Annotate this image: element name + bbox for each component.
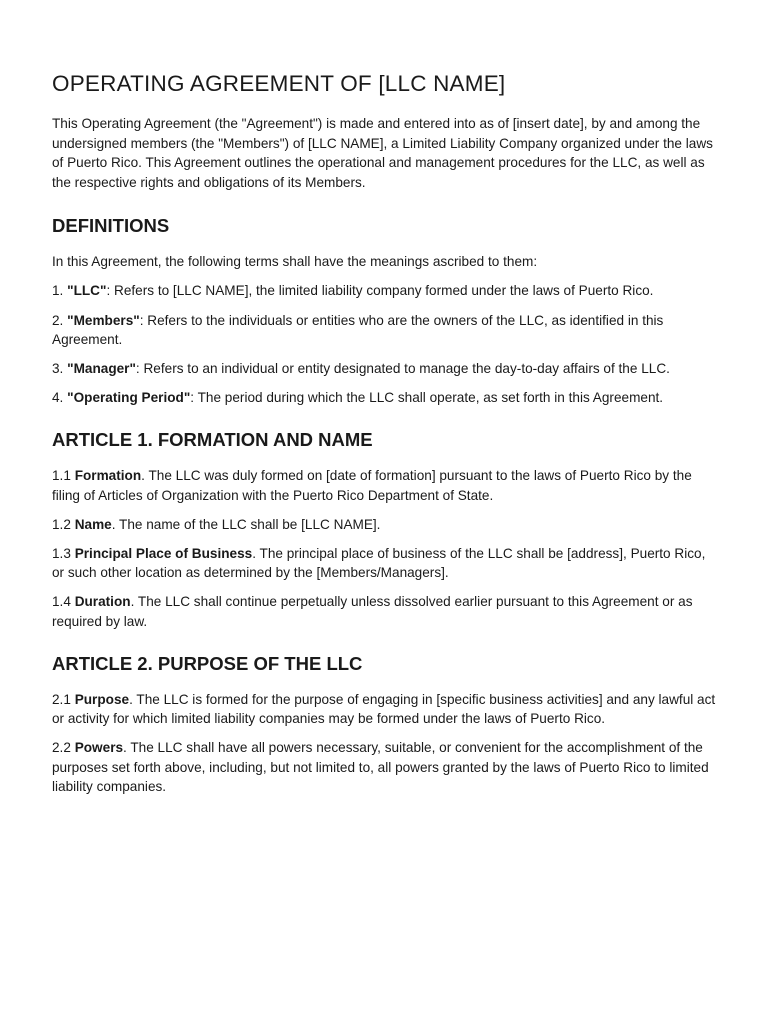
defined-term: "LLC"	[67, 283, 107, 299]
defined-term: "Manager"	[67, 361, 136, 377]
article-1-heading: ARTICLE 1. FORMATION AND NAME	[52, 428, 373, 450]
clause-item	[52, 738, 718, 797]
clause-text: . The LLC shall continue perpetually unless dissolved earlier pursuant to this Agreement or as required by law.	[52, 594, 693, 629]
article-2-heading: ARTICLE 2. PURPOSE OF THE LLC	[52, 652, 363, 674]
article-2-section	[52, 652, 718, 797]
clause-number: 1.1	[52, 467, 75, 483]
item-text: : The period during which the LLC shall operate, as set forth in this Agreement.	[190, 390, 664, 406]
clause-item	[52, 466, 718, 505]
definition-item	[52, 281, 718, 301]
clause-number: 1.2	[52, 516, 75, 532]
defined-term: "Members"	[67, 312, 140, 328]
clause-item	[52, 592, 718, 631]
clause-term: Purpose	[74, 691, 130, 707]
clause-number: 2.1	[52, 691, 75, 707]
clause-number: 1.3	[52, 545, 75, 561]
definitions-heading: DEFINITIONS	[52, 215, 170, 237]
item-number: 1.	[52, 283, 68, 299]
clause-text: . The LLC shall have all powers necessary, suitable, or convenient for the accomplishment of the purposes set forth above, including, but not limited to, all powers granted by the laws of Puerto Rico to limited liability companies.	[52, 740, 709, 795]
definition-item	[52, 311, 718, 350]
item-text: : Refers to [LLC NAME], the limited liability company formed under the laws of Puerto Rico.	[106, 283, 654, 299]
item-number: 4.	[52, 390, 68, 406]
item-text: : Refers to the individuals or entities who are the owners of the LLC, as identified in this Agreement.	[52, 312, 664, 348]
clause-number: 2.2	[52, 740, 75, 756]
clause-text: . The LLC is formed for the purpose of engaging in [specific business activities] and any lawful act or activity for which limited liability companies may be formed under the laws of Puerto Rico.	[52, 691, 716, 727]
definitions-section	[52, 214, 718, 408]
clause-item	[52, 690, 718, 729]
clause-term: Powers	[74, 740, 124, 756]
clause-item	[52, 515, 718, 535]
clause-item	[52, 544, 718, 583]
document-title: OPERATING AGREEMENT OF [LLC NAME]	[52, 71, 506, 96]
article-1-section	[52, 428, 718, 632]
defined-term: "Operating Period"	[67, 390, 191, 406]
definition-item	[52, 359, 718, 379]
intro-paragraph: This Operating Agreement (the "Agreement") is made and entered into as of [insert date], by and among the undersigned members (the "Members") of [LLC NAME], a Limited Liability Company organized under the laws of Puerto Rico. This Agreement outlines the operational and management procedures for the LLC, as well as the respective rights and obligations of its Members.	[52, 116, 713, 190]
item-number: 2.	[52, 312, 68, 328]
clause-term: Principal Place of Business	[74, 545, 253, 561]
clause-text: . The LLC was duly formed on [date of formation] pursuant to the laws of Puerto Rico by the filing of Articles of Organization with the Puerto Rico Department of State.	[52, 467, 692, 503]
definitions-lead: In this Agreement, the following terms shall have the meanings ascribed to them:	[52, 254, 538, 270]
clause-term: Duration	[74, 594, 131, 610]
clause-text: . The name of the LLC shall be [LLC NAME].	[111, 516, 381, 532]
clause-text: . The principal place of business of the LLC shall be [address], Puerto Rico, or such other location as determined by the [Members/Managers].	[52, 545, 706, 581]
clause-term: Formation	[74, 467, 142, 483]
item-number: 3.	[52, 361, 68, 377]
clause-term: Name	[74, 516, 112, 532]
item-text: : Refers to an individual or entity designated to manage the day-to-day affairs of the LLC.	[135, 361, 670, 377]
clause-number: 1.4	[52, 594, 75, 610]
definition-item	[52, 388, 718, 408]
